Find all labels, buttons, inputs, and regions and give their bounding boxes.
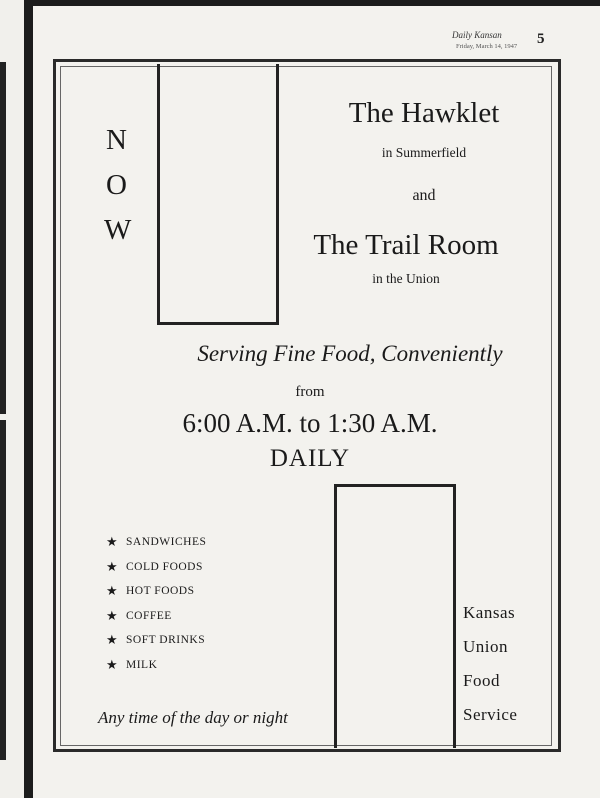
list-item xyxy=(106,555,206,580)
location2-place: in the Union xyxy=(372,271,440,286)
hours-text: 6:00 A.M. to 1:30 A.M. xyxy=(182,408,438,438)
sponsor-line: Service xyxy=(463,705,518,724)
location1-name: The Hawklet xyxy=(348,97,500,129)
sponsor-line: Kansas xyxy=(463,603,516,622)
list-item xyxy=(106,579,206,604)
menu-item-label: SANDWICHES xyxy=(126,536,207,549)
sponsor-name xyxy=(463,603,517,739)
page-number: 5 xyxy=(537,31,545,47)
from-label: from xyxy=(295,384,325,400)
list-item xyxy=(106,530,206,555)
menu-item-label: MILK xyxy=(126,658,158,671)
tagline: Serving Fine Food, Conveniently xyxy=(197,341,503,366)
menu-item-label: SOFT DRINKS xyxy=(126,634,206,647)
menu-item-label: COLD FOODS xyxy=(126,560,203,573)
column-rule xyxy=(0,420,6,760)
location2-name: The Trail Room xyxy=(313,229,499,261)
sponsor-line: Union xyxy=(463,637,508,656)
star-icon: ★ xyxy=(106,656,119,672)
menu-item-label: COFFEE xyxy=(126,609,172,622)
decorative-frame-bottom xyxy=(334,484,456,748)
star-icon: ★ xyxy=(106,607,119,623)
list-item xyxy=(106,604,206,629)
publication-date: Friday, March 14, 1947 xyxy=(456,43,518,50)
now-letter-o: O xyxy=(106,169,128,201)
menu-item-label: HOT FOODS xyxy=(126,585,195,598)
list-item xyxy=(106,628,206,653)
sponsor-line: Food xyxy=(463,671,500,690)
publication-name: Daily Kansan xyxy=(452,30,502,40)
closing-line: Any time of the day or night xyxy=(98,708,288,727)
column-rule xyxy=(0,62,6,414)
location1-place: in Summerfield xyxy=(381,145,467,160)
previous-page-edge xyxy=(0,0,24,798)
star-icon: ★ xyxy=(106,632,119,648)
star-icon: ★ xyxy=(106,534,119,550)
now-letter-n: N xyxy=(106,124,128,156)
list-item xyxy=(106,653,206,678)
connector-text: and xyxy=(412,187,436,204)
decorative-frame-top xyxy=(157,64,279,325)
star-icon: ★ xyxy=(106,583,119,599)
menu-list xyxy=(106,530,206,677)
star-icon: ★ xyxy=(106,558,119,574)
frequency-text: DAILY xyxy=(269,445,351,472)
now-letter-w: W xyxy=(104,214,133,246)
